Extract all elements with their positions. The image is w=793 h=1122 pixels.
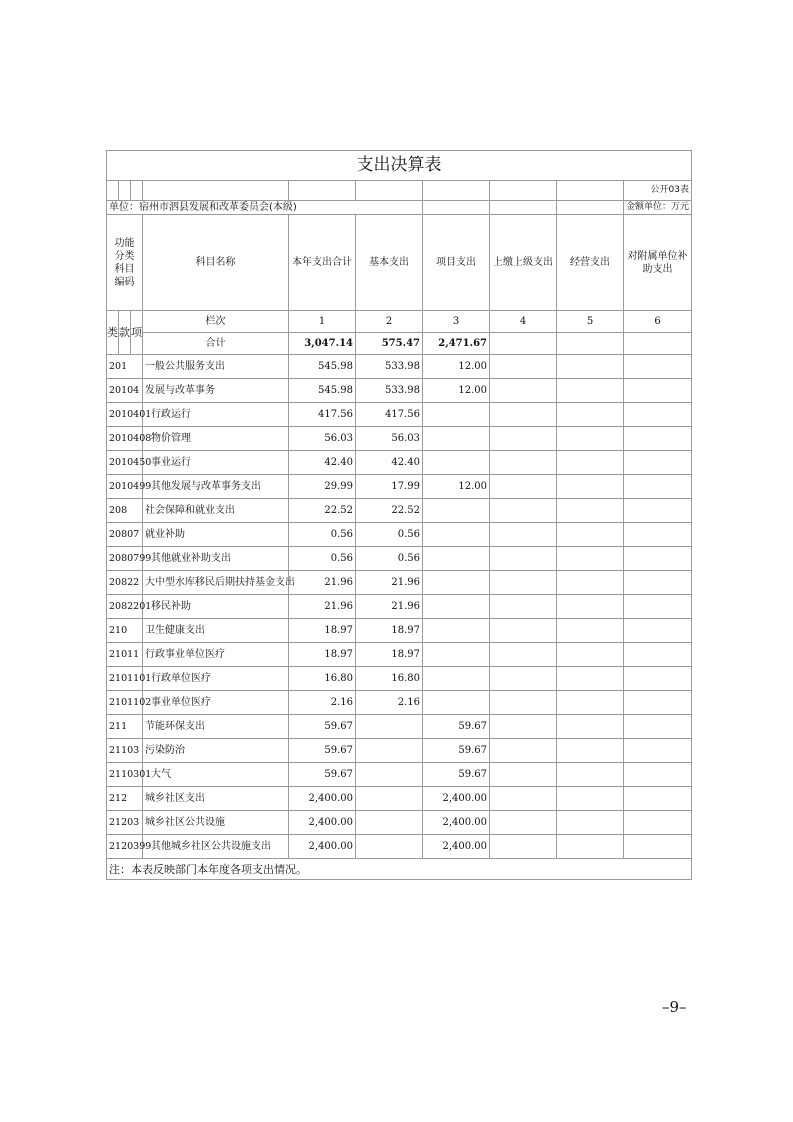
row-project: 2,400.00	[423, 811, 490, 835]
row-code: 2101101	[107, 667, 143, 691]
row-basic	[356, 811, 423, 835]
row-col6	[624, 787, 692, 811]
row-col4	[490, 643, 557, 667]
row-subject-name: 节能环保支出	[143, 715, 289, 739]
row-col6	[624, 595, 692, 619]
row-basic	[356, 715, 423, 739]
row-basic: 21.96	[356, 571, 423, 595]
row-project: 59.67	[423, 715, 490, 739]
row-total: 2,400.00	[289, 811, 356, 835]
row-col4	[490, 667, 557, 691]
row-col5	[557, 835, 624, 859]
row-project	[423, 427, 490, 451]
row-basic: 56.03	[356, 427, 423, 451]
header-col2: 基本支出	[356, 215, 423, 311]
row-col5	[557, 667, 624, 691]
row-col4	[490, 403, 557, 427]
column-number: 6	[624, 311, 692, 333]
row-col4	[490, 739, 557, 763]
table-row	[107, 739, 692, 763]
row-col5	[557, 427, 624, 451]
form-number: 公开03表	[624, 181, 692, 201]
row-subject-name: 卫生健康支出	[143, 619, 289, 643]
row-subject-name: 其他就业补助支出	[143, 547, 289, 571]
row-col5	[557, 523, 624, 547]
row-code: 208	[107, 499, 143, 523]
row-basic: 417.56	[356, 403, 423, 427]
row-subject-name: 其他发展与改革事务支出	[143, 475, 289, 499]
row-subject-name: 发展与改革事务	[143, 379, 289, 403]
total-project: 2,471.67	[423, 333, 490, 355]
row-col4	[490, 379, 557, 403]
row-total: 59.67	[289, 763, 356, 787]
column-number: 2	[356, 311, 423, 333]
row-col6	[624, 403, 692, 427]
header-kuan: 款	[119, 311, 131, 355]
table-row	[107, 427, 692, 451]
total-sum: 3,047.14	[289, 333, 356, 355]
row-basic: 533.98	[356, 355, 423, 379]
row-basic	[356, 787, 423, 811]
row-code: 2010401	[107, 403, 143, 427]
row-col5	[557, 403, 624, 427]
table-row	[107, 523, 692, 547]
row-total: 22.52	[289, 499, 356, 523]
column-number: 5	[557, 311, 624, 333]
row-code: 210	[107, 619, 143, 643]
row-subject-name: 行政运行	[143, 403, 289, 427]
row-basic: 17.99	[356, 475, 423, 499]
table-row	[107, 787, 692, 811]
row-project	[423, 499, 490, 523]
row-total: 56.03	[289, 427, 356, 451]
row-code: 201	[107, 355, 143, 379]
row-code: 2120399	[107, 835, 143, 859]
row-col5	[557, 691, 624, 715]
row-code: 20807	[107, 523, 143, 547]
table-note: 注：本表反映部门本年度各项支出情况。	[107, 859, 692, 880]
row-col5	[557, 355, 624, 379]
row-total: 545.98	[289, 355, 356, 379]
row-col4	[490, 427, 557, 451]
row-basic: 21.96	[356, 595, 423, 619]
header-xiang: 项	[131, 311, 143, 355]
total-basic: 575.47	[356, 333, 423, 355]
row-col5	[557, 547, 624, 571]
column-number: 1	[289, 311, 356, 333]
row-basic	[356, 739, 423, 763]
header-col1: 本年支出合计	[289, 215, 356, 311]
row-total: 2,400.00	[289, 835, 356, 859]
row-col5	[557, 715, 624, 739]
row-col6	[624, 379, 692, 403]
row-project: 12.00	[423, 355, 490, 379]
row-code: 21203	[107, 811, 143, 835]
row-total: 0.56	[289, 547, 356, 571]
row-subject-name: 大中型水库移民后期扶持基金支出	[143, 571, 289, 595]
row-total: 18.97	[289, 643, 356, 667]
row-total: 42.40	[289, 451, 356, 475]
table-row	[107, 379, 692, 403]
data-rows	[107, 355, 692, 859]
row-col6	[624, 763, 692, 787]
row-col5	[557, 787, 624, 811]
row-project: 2,400.00	[423, 835, 490, 859]
row-project	[423, 595, 490, 619]
row-basic: 0.56	[356, 547, 423, 571]
row-col5	[557, 379, 624, 403]
table-row	[107, 763, 692, 787]
table-title: 支出决算表	[107, 151, 692, 181]
row-basic	[356, 835, 423, 859]
row-basic: 533.98	[356, 379, 423, 403]
row-total: 21.96	[289, 595, 356, 619]
row-code: 2101102	[107, 691, 143, 715]
row-project	[423, 571, 490, 595]
row-subject-name: 物价管理	[143, 427, 289, 451]
row-col4	[490, 835, 557, 859]
row-basic: 18.97	[356, 619, 423, 643]
row-subject-name: 行政单位医疗	[143, 667, 289, 691]
unit-label: 单位：宿州市泗县发展和改革委员会(本级)	[107, 201, 423, 215]
column-number: 3	[423, 311, 490, 333]
row-col6	[624, 571, 692, 595]
row-basic: 16.80	[356, 667, 423, 691]
row-col4	[490, 619, 557, 643]
row-col6	[624, 547, 692, 571]
row-total: 21.96	[289, 571, 356, 595]
table-row	[107, 667, 692, 691]
table-row	[107, 547, 692, 571]
header-col6: 对附属单位补助支出	[624, 215, 692, 311]
row-code: 2010499	[107, 475, 143, 499]
table-row	[107, 811, 692, 835]
table-row	[107, 691, 692, 715]
row-project	[423, 523, 490, 547]
row-col5	[557, 571, 624, 595]
table-row	[107, 595, 692, 619]
row-total: 545.98	[289, 379, 356, 403]
table-row	[107, 835, 692, 859]
expenditure-final-accounts-table	[106, 150, 692, 880]
table-row	[107, 715, 692, 739]
row-col6	[624, 523, 692, 547]
row-project: 12.00	[423, 379, 490, 403]
row-col6	[624, 427, 692, 451]
row-code: 212	[107, 787, 143, 811]
table-row	[107, 571, 692, 595]
page-number: –9–	[662, 998, 687, 1016]
row-col5	[557, 595, 624, 619]
row-col4	[490, 763, 557, 787]
row-code: 2110301	[107, 763, 143, 787]
table-row	[107, 451, 692, 475]
row-project: 59.67	[423, 739, 490, 763]
row-col4	[490, 451, 557, 475]
row-code: 2080799	[107, 547, 143, 571]
row-project: 12.00	[423, 475, 490, 499]
row-col5	[557, 499, 624, 523]
row-subject-name: 其他城乡社区公共设施支出	[143, 835, 289, 859]
table-row	[107, 619, 692, 643]
row-total: 417.56	[289, 403, 356, 427]
table-row	[107, 403, 692, 427]
row-code: 2082201	[107, 595, 143, 619]
row-subject-name: 社会保障和就业支出	[143, 499, 289, 523]
row-project	[423, 667, 490, 691]
row-col6	[624, 835, 692, 859]
row-subject-name: 移民补助	[143, 595, 289, 619]
row-project	[423, 403, 490, 427]
row-col6	[624, 451, 692, 475]
row-code: 20104	[107, 379, 143, 403]
row-subject-name: 一般公共服务支出	[143, 355, 289, 379]
row-col4	[490, 571, 557, 595]
row-project: 2,400.00	[423, 787, 490, 811]
row-project	[423, 643, 490, 667]
row-total: 2,400.00	[289, 787, 356, 811]
row-col6	[624, 811, 692, 835]
row-subject-name: 就业补助	[143, 523, 289, 547]
row-col5	[557, 811, 624, 835]
row-col6	[624, 355, 692, 379]
total-label: 合计	[143, 333, 289, 355]
row-subject-name: 城乡社区支出	[143, 787, 289, 811]
table-row	[107, 475, 692, 499]
row-subject-name: 污染防治	[143, 739, 289, 763]
row-col6	[624, 667, 692, 691]
row-col5	[557, 763, 624, 787]
row-total: 18.97	[289, 619, 356, 643]
row-col4	[490, 715, 557, 739]
row-col6	[624, 499, 692, 523]
row-col5	[557, 619, 624, 643]
row-total: 0.56	[289, 523, 356, 547]
row-col4	[490, 355, 557, 379]
row-col5	[557, 643, 624, 667]
header-lanci: 栏次	[143, 311, 289, 333]
row-subject-name: 城乡社区公共设施	[143, 811, 289, 835]
row-col5	[557, 451, 624, 475]
row-col6	[624, 619, 692, 643]
row-code: 20822	[107, 571, 143, 595]
table-row	[107, 643, 692, 667]
row-total: 59.67	[289, 739, 356, 763]
row-code: 21011	[107, 643, 143, 667]
row-project	[423, 619, 490, 643]
header-col3: 项目支出	[423, 215, 490, 311]
row-total: 59.67	[289, 715, 356, 739]
row-project	[423, 451, 490, 475]
row-col6	[624, 475, 692, 499]
row-col5	[557, 475, 624, 499]
header-subject: 科目名称	[143, 215, 289, 311]
row-col4	[490, 691, 557, 715]
row-col6	[624, 691, 692, 715]
row-project	[423, 691, 490, 715]
column-number: 4	[490, 311, 557, 333]
row-basic	[356, 763, 423, 787]
row-total: 2.16	[289, 691, 356, 715]
header-lei: 类	[107, 311, 119, 355]
row-col4	[490, 811, 557, 835]
row-basic: 42.40	[356, 451, 423, 475]
row-subject-name: 大气	[143, 763, 289, 787]
row-col4	[490, 787, 557, 811]
row-subject-name: 事业运行	[143, 451, 289, 475]
row-col4	[490, 523, 557, 547]
row-code: 21103	[107, 739, 143, 763]
row-col4	[490, 499, 557, 523]
row-project: 59.67	[423, 763, 490, 787]
row-col4	[490, 547, 557, 571]
row-total: 16.80	[289, 667, 356, 691]
row-basic: 0.56	[356, 523, 423, 547]
row-total: 29.99	[289, 475, 356, 499]
row-col6	[624, 715, 692, 739]
table-row	[107, 355, 692, 379]
row-col4	[490, 595, 557, 619]
row-subject-name: 事业单位医疗	[143, 691, 289, 715]
row-col5	[557, 739, 624, 763]
header-col5: 经营支出	[557, 215, 624, 311]
row-basic: 18.97	[356, 643, 423, 667]
row-basic: 22.52	[356, 499, 423, 523]
row-project	[423, 547, 490, 571]
row-code: 2010408	[107, 427, 143, 451]
row-code: 2010450	[107, 451, 143, 475]
row-code: 211	[107, 715, 143, 739]
row-col4	[490, 475, 557, 499]
amount-unit: 金额单位：万元	[624, 201, 692, 215]
header-func-code: 功能分类科目编码	[107, 215, 143, 311]
row-col6	[624, 643, 692, 667]
row-basic: 2.16	[356, 691, 423, 715]
table-row	[107, 499, 692, 523]
row-col6	[624, 739, 692, 763]
row-subject-name: 行政事业单位医疗	[143, 643, 289, 667]
header-col4: 上缴上级支出	[490, 215, 557, 311]
